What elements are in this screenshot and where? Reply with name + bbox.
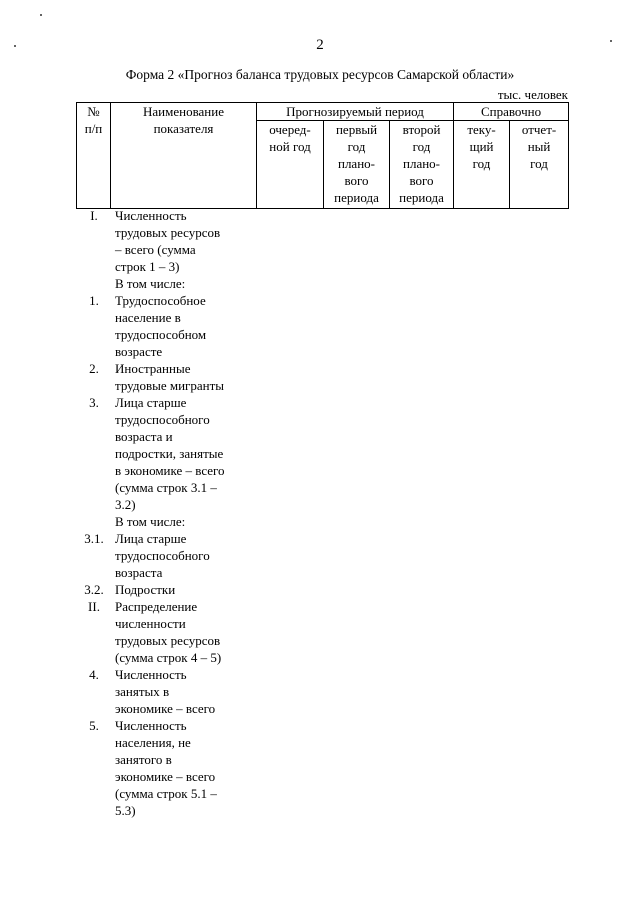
table-row: [76, 581, 256, 598]
row-number: 5.: [89, 718, 99, 733]
header-current-year: теку- щий год: [454, 121, 510, 209]
row-indicator-name: Иностранные трудовые мигранты: [115, 361, 225, 393]
row-indicator-name: Численность занятых в экономике – всего: [115, 667, 216, 716]
header-plan-year-2: второй год плано- вого периода: [390, 121, 454, 209]
table-row: [76, 530, 256, 581]
row-number: II.: [88, 599, 100, 614]
row-number: 3.2.: [84, 582, 104, 597]
row-indicator-name: Трудоспособное население в трудоспособном возрасте: [115, 293, 207, 359]
row-indicator-name: Численность населения, не занятого в экономике – всего (сумма строк 5.1 – 5.3): [115, 718, 217, 818]
row-number: [76, 275, 112, 292]
row-indicator-name: Лица старше трудоспособного возраста: [115, 531, 210, 580]
header-name: Наименование показателя: [111, 103, 257, 209]
row-indicator-name: Распределение численности трудовых ресурсов (сумма строк 4 – 5): [115, 599, 222, 665]
row-number: [76, 513, 112, 530]
row-number: 3.1.: [84, 531, 104, 546]
header-plan-year-1: первый год плано- вого периода: [324, 121, 390, 209]
scan-speck: [40, 14, 42, 16]
header-table: [76, 102, 569, 209]
row-number: 4.: [89, 667, 99, 682]
table-row: [76, 666, 256, 717]
table-row: [76, 207, 256, 275]
row-indicator-name: В том числе:: [115, 276, 186, 291]
row-number: 3.: [89, 395, 99, 410]
form-title: Форма 2 «Прогноз баланса трудовых ресурсов Самарской области»: [125, 67, 515, 82]
row-number: 1.: [89, 293, 99, 308]
header-report-year: отчет- ный год: [510, 121, 569, 209]
header-forecast-group: Прогнозируемый период: [257, 103, 454, 121]
table-row: [76, 275, 256, 292]
row-indicator-name: Подростки: [115, 582, 176, 597]
row-indicator-name: В том числе:: [115, 514, 186, 529]
table-row: [76, 394, 256, 513]
row-number: I.: [90, 208, 98, 223]
row-number: 2.: [89, 361, 99, 376]
indicator-list: [76, 207, 256, 819]
table-row: [76, 598, 256, 666]
page-number: 2: [316, 37, 324, 53]
table-row: [76, 360, 256, 394]
header-num: № п/п: [77, 103, 111, 209]
header-reference-group: Справочно: [454, 103, 569, 121]
header-next-year: очеред- ной год: [257, 121, 324, 209]
row-indicator-name: Численность трудовых ресурсов – всего (сумма строк 1 – 3): [115, 208, 221, 274]
units-label: тыс. человек: [497, 87, 568, 102]
table-row: [76, 717, 256, 819]
row-indicator-name: Лица старше трудоспособного возраста и подростки, занятые в экономике – всего (сумма строк 3.1 – 3.2): [115, 395, 225, 512]
table-row: [76, 292, 256, 360]
table-row: [76, 513, 256, 530]
